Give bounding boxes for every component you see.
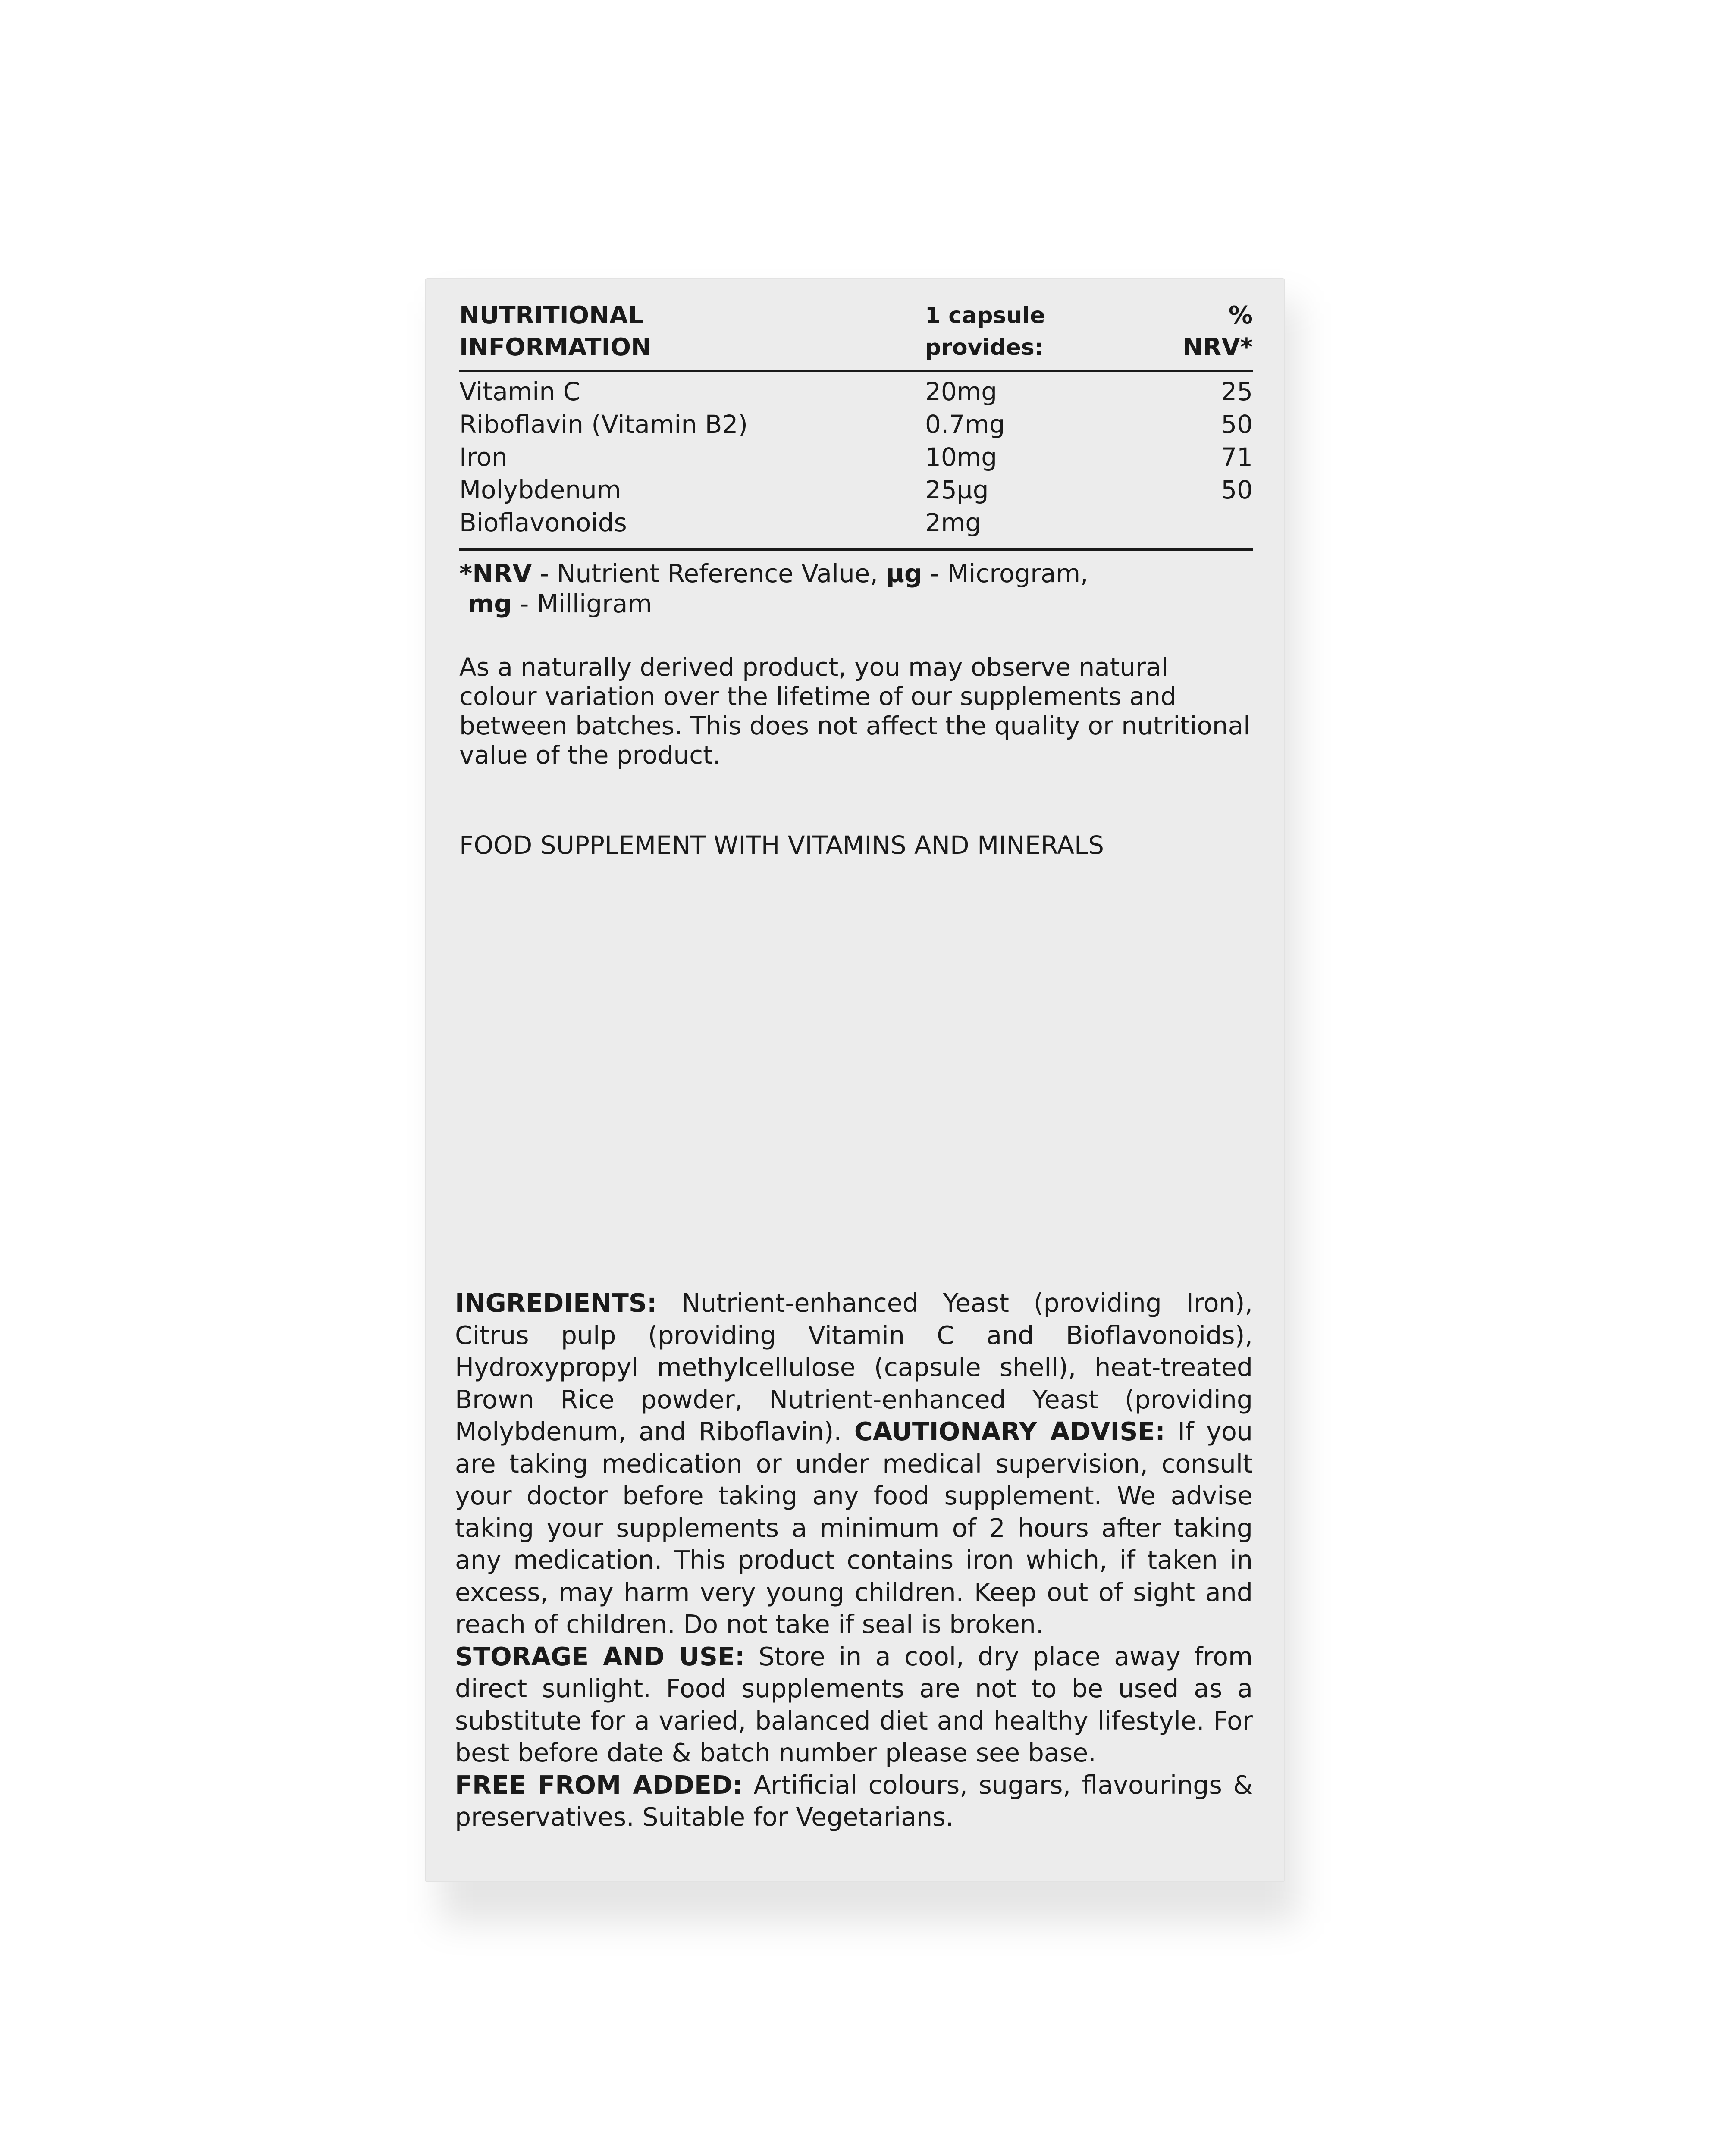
nutrient-name: Riboflavin (Vitamin B2)	[459, 410, 748, 439]
nrv-header-line2: NRV*	[1182, 333, 1253, 361]
nutrient-nrv: 25	[1221, 377, 1253, 406]
storage-text: Store in a cool, dry place away from direct sunlight. Food supplements are not to be used as a substitute for a varied, balanced diet and healthy lifestyle. For best before date & batch number please see base.	[455, 1642, 1253, 1767]
nutrient-name: Bioflavonoids	[459, 506, 925, 550]
nutrient-nrv: 50	[1221, 410, 1253, 439]
mg-key: mg	[468, 589, 512, 618]
nutrient-name: Vitamin C	[459, 377, 581, 406]
ug-definition: - Microgram,	[922, 559, 1088, 588]
nutrition-table	[459, 300, 1253, 551]
amount-header-line2: provides:	[925, 335, 1044, 360]
nrv-footnote-line2	[459, 589, 1253, 619]
free-from-text: Artificial colours, sugars, flavourings & preservatives. Suitable for Vegetarians.	[455, 1770, 1253, 1832]
nrv-key: *NRV	[459, 559, 532, 588]
nutrient-amount: 2mg	[925, 506, 1158, 550]
table-row	[459, 371, 1253, 408]
nutrient-name: Iron	[459, 442, 508, 472]
nutrition-title-line1: NUTRITIONAL	[459, 301, 644, 329]
nutrient-nrv	[1158, 506, 1253, 550]
product-box-back-panel	[425, 278, 1285, 1882]
nutrition-title	[459, 300, 925, 371]
ingredients-label: INGREDIENTS:	[455, 1288, 657, 1318]
nutrient-amount: 25µg	[925, 475, 989, 505]
nutrient-nrv: 71	[1221, 442, 1253, 472]
label-content	[459, 300, 1253, 860]
mg-definition: - Milligram	[511, 589, 652, 618]
table-row	[459, 441, 1253, 473]
supplement-title: FOOD SUPPLEMENT WITH VITAMINS AND MINERALS	[459, 830, 1104, 860]
nrv-footnote-line1	[459, 559, 1088, 588]
table-row	[459, 473, 1253, 506]
table-row	[459, 506, 1253, 550]
free-from-label: FREE FROM ADDED:	[455, 1770, 743, 1800]
amount-header	[925, 300, 1158, 371]
ingredients-block	[455, 1287, 1253, 1833]
nutrient-amount: 0.7mg	[925, 410, 1005, 439]
amount-header-line1: 1 capsule	[925, 303, 1045, 329]
nutrition-title-line2: INFORMATION	[459, 333, 651, 361]
table-row	[459, 408, 1253, 441]
nutrient-name: Molybdenum	[459, 475, 621, 505]
nutrient-nrv: 50	[1221, 475, 1253, 505]
nutrition-table-header	[459, 300, 1253, 371]
nrv-header	[1158, 300, 1253, 371]
nrv-definition: - Nutrient Reference Value,	[532, 559, 886, 588]
caution-text: If you are taking medication or under medical supervision, consult your doctor before taking any food supplement. We advise taking your supplements a minimum of 2 hours after taking any medication. This product contains iron which, if taken in excess, may harm very young children. Keep out of sight and reach of children. Do not take if seal is broken.	[455, 1417, 1253, 1639]
nrv-header-line1: %	[1228, 301, 1253, 329]
colour-variation-notice: As a naturally derived product, you may observe natural colour variation over the lifetime of our supplements and between batches. This does not affect the quality or nutritional value of the product.	[459, 652, 1251, 770]
nutrient-amount: 20mg	[925, 377, 997, 406]
nutrient-amount: 10mg	[925, 442, 997, 472]
nrv-footnote	[459, 558, 1253, 619]
storage-label: STORAGE AND USE:	[455, 1642, 745, 1671]
ingredients-text: Nutrient-enhanced Yeast (providing Iron), Citrus pulp (providing Vitamin C and Bioflavonoids), Hydroxypropyl methylcellulose (capsule shell), heat-treated Brown Rice powder, Nutrient-enhanced Yeast (providing Molybdenum, and Riboflavin).	[455, 1288, 1253, 1446]
ug-key: µg	[886, 559, 922, 588]
caution-label: CAUTIONARY ADVISE:	[854, 1417, 1165, 1446]
